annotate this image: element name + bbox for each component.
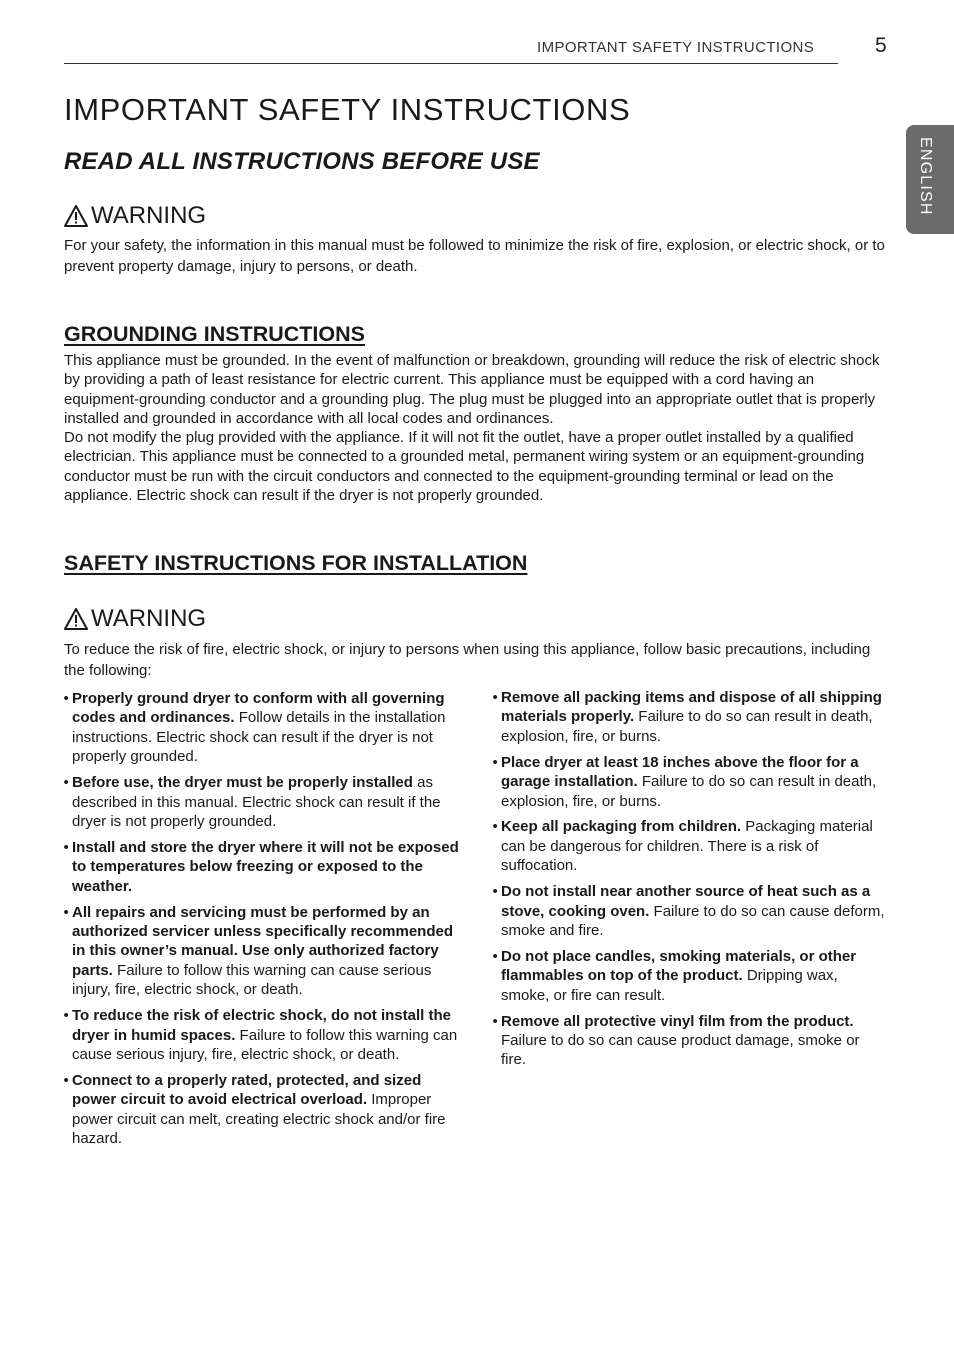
- precaution-detail-text: Failure to do so can result in death, explosion, fire, or burns.: [501, 708, 873, 745]
- bullet-marker: •: [63, 1071, 69, 1089]
- precaution-bold-text: Remove all packing items and dispose of all shipping materials properly.: [501, 689, 882, 726]
- right-precaution-list: [493, 688, 885, 1076]
- precaution-bold-text: Do not place candles, smoking materials, or other flammables on top of the product.: [501, 947, 857, 985]
- warning-label: WARNING: [91, 202, 207, 229]
- precaution-detail-text: Failure to follow this warning can cause serious injury, fire, electric shock, or death.: [72, 961, 432, 999]
- precaution-bold-text: All repairs and servicing must be performed by an authorized servicer unless specifically recommended in this owner’s manual. Use only authorized factory parts.: [72, 903, 453, 979]
- precaution-detail-text: Failure to do so can cause deform, smoke and fire.: [501, 902, 885, 939]
- precaution-bold-text: Do not install near another source of heat such as a stove, cooking oven.: [501, 883, 871, 920]
- bullet-marker: •: [63, 838, 69, 856]
- precaution-item: [493, 947, 885, 1005]
- precaution-detail-text: as described in this manual. Electric shock can result if the dryer is not properly grounded.: [72, 774, 441, 830]
- precaution-detail-text: Follow details in the installation instructions. Electric shock can result if the dryer is not properly grounded.: [72, 709, 446, 766]
- bullet-marker: •: [63, 690, 69, 707]
- bullet-marker: •: [492, 818, 498, 836]
- precaution-item: [64, 1006, 460, 1064]
- precaution-item: [64, 773, 460, 831]
- precaution-bold-text: Connect to a properly rated, protected, and sized power circuit to avoid electrical overload.: [72, 1071, 422, 1109]
- precaution-item: [493, 688, 885, 746]
- precaution-detail-text: Failure to do so can result in death, explosion, fire, or burns.: [501, 773, 877, 810]
- grounding-paragraph-1: This appliance must be grounded. In the event of malfunction or breakdown, grounding will reduce the risk of electric shock by providing a path of least resistance for electric current. This appliance must be equipped with a cord having an equipment-grounding conductor and a grounding plug. The plug must be plugged into an appropriate outlet that is properly installed and grounded in accordance with all local codes and ordinances.: [64, 352, 880, 428]
- precaution-item: [64, 903, 460, 1000]
- precaution-detail-text: Packaging material can be dangerous for children. There is a risk of suffocation.: [501, 818, 873, 875]
- installation-intro: To reduce the risk of fire, electric shock, or injury to persons when using this appliance, follow basic precautions, including the following:: [64, 641, 871, 679]
- bullet-marker: •: [492, 689, 498, 706]
- bullet-marker: •: [63, 774, 69, 792]
- precaution-bold-text: Place dryer at least 18 inches above the floor for a garage installation.: [501, 753, 859, 791]
- page-subtitle: READ ALL INSTRUCTIONS BEFORE USE: [64, 148, 540, 175]
- precaution-bold-text: Properly ground dryer to conform with all governing codes and ordinances.: [72, 690, 445, 727]
- bullet-marker: •: [492, 753, 498, 771]
- precaution-item: [493, 1012, 885, 1070]
- installation-heading: SAFETY INSTRUCTIONS FOR INSTALLATION: [64, 551, 528, 575]
- installation-warning-label: WARNING: [91, 605, 207, 632]
- left-precaution-list: [64, 689, 460, 1155]
- precaution-item: [64, 838, 460, 896]
- grounding-paragraph-2: Do not modify the plug provided with the appliance. If it will not fit the outlet, have a proper outlet installed by a qualified electrician. This appliance must be connected to a grounded metal, permanent wiring system or an equipment-grounding conductor must be run with the circuit conductors and connected to the equipment-grounding terminal or lead on the appliance. Electric shock can result if the dryer is not properly grounded.: [64, 429, 865, 505]
- bullet-marker: •: [492, 1012, 498, 1030]
- precaution-item: [493, 753, 885, 811]
- precaution-bold-text: Before use, the dryer must be properly installed: [72, 774, 413, 792]
- precaution-bold-text: Keep all packaging from children.: [501, 818, 742, 836]
- installation-warning-heading: [64, 605, 206, 633]
- warning-heading: [64, 202, 206, 230]
- precaution-detail-text: Improper power circuit can melt, creating electric shock and/or fire hazard.: [72, 1091, 446, 1148]
- warning-text: For your safety, the information in this manual must be followed to minimize the risk of fire, explosion, or electric shock, or to prevent property damage, injury to persons, or death.: [64, 237, 885, 275]
- page-number: 5: [875, 34, 887, 57]
- precaution-item: [493, 882, 885, 940]
- language-tab: [906, 125, 954, 234]
- precaution-detail-text: Failure to follow this warning can cause serious injury, fire, electric shock, or death.: [72, 1026, 458, 1063]
- precaution-item: [64, 1071, 460, 1149]
- bullet-marker: •: [63, 1007, 69, 1025]
- grounding-heading: GROUNDING INSTRUCTIONS: [64, 322, 365, 346]
- warning-triangle-icon: [64, 205, 88, 227]
- bullet-marker: •: [492, 947, 498, 965]
- precaution-bold-text: To reduce the risk of electric shock, do not install the dryer in humid spaces.: [72, 1007, 451, 1044]
- bullet-marker: •: [492, 883, 498, 901]
- bullet-marker: •: [63, 903, 69, 921]
- warning-triangle-icon: [64, 608, 88, 630]
- precaution-detail-text: Dripping wax, smoke, or fire can result.: [501, 967, 838, 1004]
- precaution-bold-text: Remove all protective vinyl film from the product.: [501, 1012, 854, 1030]
- precaution-detail-text: Failure to do so can cause product damage, smoke or fire.: [501, 1032, 860, 1069]
- language-tab-label: ENGLISH: [917, 137, 934, 216]
- precaution-item: [64, 689, 460, 767]
- page-title: IMPORTANT SAFETY INSTRUCTIONS: [64, 92, 631, 127]
- precaution-item: [493, 817, 885, 875]
- precaution-bold-text: Install and store the dryer where it will not be exposed to temperatures below freezing or exposed to the weather.: [72, 838, 459, 895]
- running-header-title: IMPORTANT SAFETY INSTRUCTIONS: [537, 39, 815, 56]
- header-divider: [64, 63, 838, 64]
